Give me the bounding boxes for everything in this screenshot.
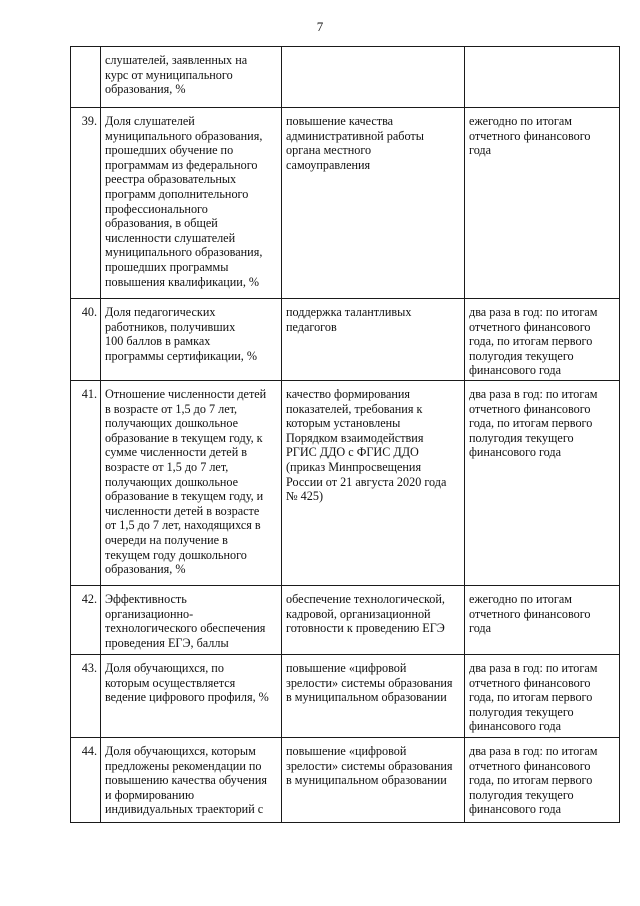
- row-number: 40.: [70, 299, 101, 381]
- basis-cell: поддержка талантливых педагогов: [282, 299, 465, 381]
- indicators-table: [70, 46, 620, 823]
- basis-cell: [282, 46, 465, 108]
- period-cell: два раза в год: по итогам отчетного финансового года, по итогам первого полугодия текущего финансового года: [465, 381, 620, 586]
- basis-cell: качество формирования показателей, требования к которым установлены Порядком взаимодействия РГИС ДДО с ФГИС ДДО (приказ Минпросвещения России от 21 августа 2020 года № 425): [282, 381, 465, 586]
- row-number: 44.: [70, 738, 101, 823]
- table-row: [70, 381, 620, 586]
- basis-cell: повышение «цифровой зрелости» системы образования в муниципальном образовании: [282, 738, 465, 823]
- indicator-cell: Отношение численности детей в возрасте от 1,5 до 7 лет, получающих дошкольное образование в текущем году, к сумме численности детей в возрасте от 1,5 до 7 лет, получающих дошкольное образование в текущем году, и численности детей в возрасте от 1,5 до 7 лет, находящихся в очереди на получение в текущем году дошкольного образования, %: [101, 381, 282, 586]
- page-number: 7: [316, 19, 324, 34]
- table-row: [70, 655, 620, 738]
- indicator-cell: Доля педагогических работников, получивших 100 баллов в рамках программы сертификации, %: [101, 299, 282, 381]
- period-cell: два раза в год: по итогам отчетного финансового года, по итогам первого полугодия текущего финансового года: [465, 299, 620, 381]
- indicator-cell: Доля слушателей муниципального образования, прошедших обучение по программам из федерального реестра образовательных программ дополнительного профессионального образования, в общей численности слушателей муниципального образования, прошедших программы повышения квалификации, %: [101, 108, 282, 299]
- row-number: 39.: [70, 108, 101, 299]
- table-row: [70, 738, 620, 823]
- table-row: [70, 299, 620, 381]
- basis-cell: обеспечение технологической, кадровой, организационной готовности к проведению ЕГЭ: [282, 586, 465, 655]
- indicator-cell: Доля обучающихся, которым предложены рекомендации по повышению качества обучения и формированию индивидуальных траекторий с: [101, 738, 282, 823]
- table-row: [70, 46, 620, 108]
- period-cell: ежегодно по итогам отчетного финансового года: [465, 586, 620, 655]
- row-number: [70, 46, 101, 108]
- row-number: 42.: [70, 586, 101, 655]
- period-cell: [465, 46, 620, 108]
- period-cell: два раза в год: по итогам отчетного финансового года, по итогам первого полугодия текущего финансового года: [465, 655, 620, 738]
- period-cell: ежегодно по итогам отчетного финансового года: [465, 108, 620, 299]
- period-cell: два раза в год: по итогам отчетного финансового года, по итогам первого полугодия текущего финансового года: [465, 738, 620, 823]
- basis-cell: повышение качества административной работы органа местного самоуправления: [282, 108, 465, 299]
- basis-cell: повышение «цифровой зрелости» системы образования в муниципальном образовании: [282, 655, 465, 738]
- indicator-cell: Эффективность организационно- технологического обеспечения проведения ЕГЭ, баллы: [101, 586, 282, 655]
- table-row: [70, 586, 620, 655]
- row-number: 41.: [70, 381, 101, 586]
- indicator-cell: слушателей, заявленных на курс от муниципального образования, %: [101, 46, 282, 108]
- row-number: 43.: [70, 655, 101, 738]
- table-row: [70, 108, 620, 299]
- indicator-cell: Доля обучающихся, по которым осуществляется ведение цифрового профиля, %: [101, 655, 282, 738]
